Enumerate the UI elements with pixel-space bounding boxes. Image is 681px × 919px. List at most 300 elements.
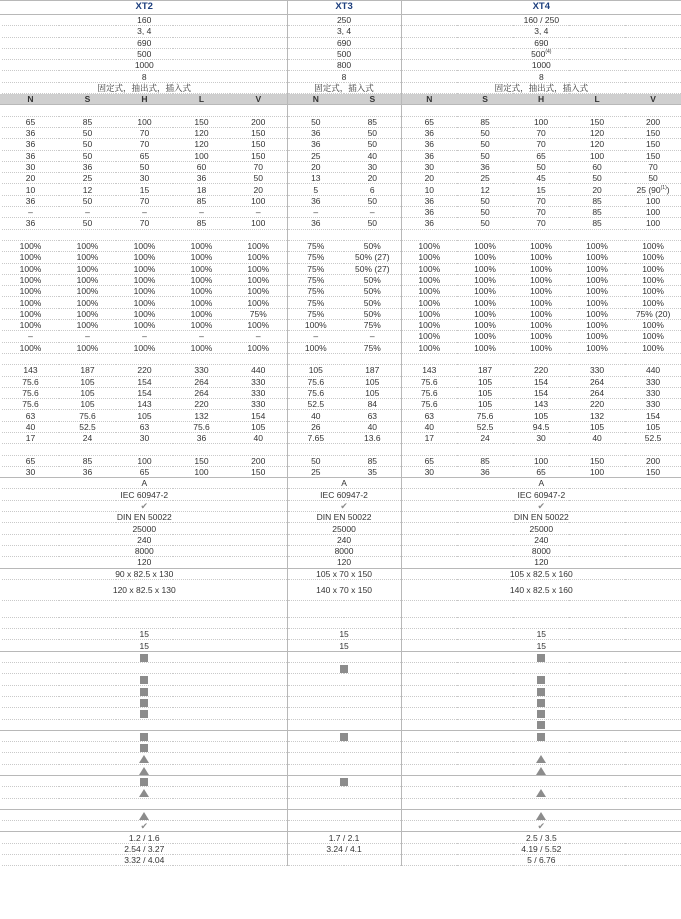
xt2-value: 15	[2, 629, 287, 640]
value-cell: 154	[116, 376, 173, 387]
code-header-6: S	[344, 94, 401, 105]
value-cell: 154	[513, 376, 569, 387]
info-row	[0, 557, 681, 568]
value-cell: 100%	[59, 297, 116, 308]
value-cell: 84	[344, 399, 401, 410]
xt2-value: 90 x 82.5 x 130	[2, 568, 287, 579]
count-row	[0, 629, 681, 640]
blank-cell	[401, 444, 681, 455]
column-title-row	[0, 0, 681, 15]
table-row	[0, 173, 681, 184]
value-cell: 70	[513, 218, 569, 229]
value-cell: 50	[513, 161, 569, 172]
xt4-value: 500$^{(4)}$	[401, 48, 681, 59]
value-cell: 100%	[625, 320, 681, 331]
value-cell: 105	[569, 421, 625, 432]
value-cell: 75%	[344, 320, 401, 331]
value-cell: 100%	[59, 342, 116, 353]
value-cell: 50	[116, 161, 173, 172]
xt3-info: 240	[287, 534, 401, 545]
xt4-marker-cell	[401, 764, 681, 775]
xt2-value: 690	[2, 37, 287, 48]
value-cell: 100%	[230, 274, 287, 285]
symbol-row	[0, 663, 681, 674]
value-cell: 100%	[625, 274, 681, 285]
blank-cell	[401, 617, 681, 628]
value-cell: 65	[116, 466, 173, 477]
value-cell: 100%	[59, 308, 116, 319]
xt2-marker-cell	[2, 719, 287, 730]
value-cell: 75%	[287, 240, 344, 251]
square-marker-icon	[537, 710, 545, 718]
xt4-value: 4.19 / 5.52	[401, 843, 681, 854]
value-cell: 143	[513, 399, 569, 410]
value-cell: 40	[344, 421, 401, 432]
xt4-marker-cell	[401, 742, 681, 753]
value-cell: 187	[457, 365, 513, 376]
xt4-info: A	[401, 478, 681, 489]
value-cell: –	[116, 331, 173, 342]
value-cell: 50	[59, 127, 116, 138]
table-row	[0, 207, 681, 218]
value-cell: 85	[173, 218, 230, 229]
value-cell: 70	[513, 127, 569, 138]
value-cell: 50	[59, 150, 116, 161]
value-cell: 85	[344, 116, 401, 127]
value-cell: 100%	[457, 240, 513, 251]
value-cell: 52.5	[625, 432, 681, 443]
value-cell: 100%	[116, 274, 173, 285]
xt4-info: DIN EN 50022	[401, 512, 681, 523]
value-cell: 150	[230, 150, 287, 161]
value-cell: 36	[401, 195, 457, 206]
value-cell: 50	[59, 195, 116, 206]
symbol-row	[0, 821, 681, 832]
value-cell: 30	[2, 466, 59, 477]
xt4-marker-cell	[401, 730, 681, 741]
top-rule	[0, 0, 681, 1]
value-cell: 45	[513, 173, 569, 184]
value-cell: 200	[230, 116, 287, 127]
xt3-info: 8000	[287, 545, 401, 556]
value-cell: 100	[625, 207, 681, 218]
value-cell: 52.5	[287, 399, 344, 410]
xt4-title: XT4	[401, 0, 681, 15]
symbol-row	[0, 708, 681, 719]
weight-row	[0, 843, 681, 854]
value-cell: 30	[344, 161, 401, 172]
value-cell: 65	[513, 466, 569, 477]
xt3-marker-cell	[287, 776, 401, 787]
value-cell: 100%	[173, 263, 230, 274]
blank-row	[0, 617, 681, 628]
value-cell: 150	[230, 466, 287, 477]
value-cell: 40	[230, 432, 287, 443]
table-row	[0, 263, 681, 274]
value-cell: 15	[513, 184, 569, 195]
xt4-marker-cell	[401, 821, 681, 832]
triangle-marker-icon	[536, 767, 546, 775]
blank-cell	[2, 444, 287, 455]
xt4-value: 15	[401, 629, 681, 640]
value-cell: 100%	[457, 286, 513, 297]
blank-cell	[401, 353, 681, 364]
square-marker-icon	[537, 688, 545, 696]
square-marker-icon	[140, 744, 148, 752]
value-cell: 52.5	[59, 421, 116, 432]
paren-close: )	[666, 184, 670, 195]
value-cell: 50%	[344, 297, 401, 308]
value-cell: 100%	[287, 342, 344, 353]
square-marker-icon	[537, 654, 545, 662]
xt3-marker-cell	[287, 764, 401, 775]
xt2-title: XT2	[2, 0, 287, 15]
value-cell: 100%	[173, 286, 230, 297]
xt3-value: 500	[287, 48, 401, 59]
value-cell: 36	[173, 432, 230, 443]
value-cell: 70	[230, 161, 287, 172]
xt3-value: 8	[287, 71, 401, 82]
value-cell: 154	[625, 410, 681, 421]
value-cell: 330	[569, 365, 625, 376]
xt2-marker-cell	[2, 809, 287, 820]
value-cell: 65	[513, 150, 569, 161]
square-marker-icon	[140, 676, 148, 684]
value-cell: 330	[230, 399, 287, 410]
value-cell: 143	[401, 365, 457, 376]
value-cell: 17	[401, 432, 457, 443]
value-cell: 36	[401, 150, 457, 161]
value-cell: –	[59, 331, 116, 342]
value-cell: 100%	[569, 252, 625, 263]
xt3-info: A	[287, 478, 401, 489]
xt2-marker-cell	[2, 708, 287, 719]
xt4-marker-cell	[401, 674, 681, 685]
value-cell: 330	[625, 376, 681, 387]
info-row	[0, 500, 681, 511]
value-cell: 75% (20)	[625, 308, 681, 319]
xt4-marker-cell	[401, 798, 681, 809]
value-cell: 330	[173, 365, 230, 376]
value-cell: 100	[625, 195, 681, 206]
xt3-marker-cell	[287, 685, 401, 696]
square-marker-icon	[340, 733, 348, 741]
value-cell: 100%	[569, 263, 625, 274]
xt4-info: 120	[401, 557, 681, 568]
xt3-marker-cell	[287, 753, 401, 764]
value-cell: 24	[59, 432, 116, 443]
value-cell: 220	[116, 365, 173, 376]
value-cell: 100%	[173, 320, 230, 331]
xt2-marker-cell	[2, 651, 287, 662]
value-cell: 105	[457, 387, 513, 398]
general-row	[0, 26, 681, 37]
square-marker-icon	[537, 721, 545, 729]
value-cell: 50	[287, 455, 344, 466]
value-cell: 75%	[287, 286, 344, 297]
general-row	[0, 82, 681, 93]
value-cell: 70	[513, 195, 569, 206]
value-cell: 264	[569, 376, 625, 387]
xt3-info: DIN EN 50022	[287, 512, 401, 523]
value-cell: 75.6	[287, 387, 344, 398]
table-row	[0, 432, 681, 443]
xt2-marker-cell	[2, 663, 287, 674]
blank-cell	[287, 353, 401, 364]
code-header-3: L	[173, 94, 230, 105]
value-cell: 100%	[59, 252, 116, 263]
value-cell: 100%	[401, 274, 457, 285]
square-marker-icon	[140, 778, 148, 786]
value-cell: 105	[513, 410, 569, 421]
value-cell: 105	[344, 376, 401, 387]
value-cell: 100%	[457, 297, 513, 308]
square-marker-icon	[537, 676, 545, 684]
value-cell: 100%	[230, 342, 287, 353]
value-cell: 75%	[287, 297, 344, 308]
value-cell: 75.6	[401, 376, 457, 387]
table-row	[0, 195, 681, 206]
blank-row	[0, 105, 681, 116]
value-cell: 85	[569, 195, 625, 206]
symbol-row	[0, 696, 681, 707]
value-cell: 50	[457, 207, 513, 218]
value-cell: 132	[173, 410, 230, 421]
value-cell: 100%	[401, 320, 457, 331]
count-row	[0, 640, 681, 651]
value-cell: 70	[625, 161, 681, 172]
value-cell: 85	[344, 455, 401, 466]
value-cell: 75.6	[287, 376, 344, 387]
value-cell: 264	[173, 387, 230, 398]
info-row	[0, 545, 681, 556]
table-row	[0, 455, 681, 466]
blank-cell	[2, 353, 287, 364]
value-cell: 36	[2, 139, 59, 150]
symbol-row	[0, 798, 681, 809]
value-cell: 100%	[116, 320, 173, 331]
value-cell: 100%	[59, 263, 116, 274]
xt4-info: 25000	[401, 523, 681, 534]
xt4-info: 240	[401, 534, 681, 545]
value-cell: 17	[2, 432, 59, 443]
value-cell: 85	[569, 218, 625, 229]
value-cell: 105	[457, 376, 513, 387]
xt4-value: 690	[401, 37, 681, 48]
value-cell: 105	[344, 387, 401, 398]
xt3-value: 15	[287, 640, 401, 651]
xt3-title: XT3	[287, 0, 401, 15]
xt4-value: 105 x 82.5 x 160	[401, 568, 681, 579]
value-cell: 20	[287, 161, 344, 172]
value-cell: 36	[2, 195, 59, 206]
value-cell: 50%	[344, 274, 401, 285]
value-cell: 36	[2, 127, 59, 138]
check-mark-icon: ✔	[140, 500, 149, 511]
value-cell: 52.5	[457, 421, 513, 432]
info-row	[0, 489, 681, 500]
square-marker-icon	[340, 665, 348, 673]
value-cell: 100%	[230, 297, 287, 308]
xt4-marker-cell	[401, 663, 681, 674]
value-cell: 50%	[344, 240, 401, 251]
value-cell: 100%	[569, 240, 625, 251]
value-cell: 12	[457, 184, 513, 195]
xt3-value: 105 x 70 x 150	[287, 568, 401, 579]
triangle-marker-icon	[139, 755, 149, 763]
xt2-value: 500	[2, 48, 287, 59]
value-cell: 100%	[513, 320, 569, 331]
value-cell: 60	[173, 161, 230, 172]
value-cell: 36	[401, 218, 457, 229]
square-marker-icon	[140, 688, 148, 696]
xt3-marker-cell	[287, 809, 401, 820]
value-cell: 100%	[513, 240, 569, 251]
table-row	[0, 387, 681, 398]
value-cell: –	[344, 207, 401, 218]
value-cell: –	[287, 207, 344, 218]
value-cell: 100	[173, 150, 230, 161]
value-cell: 50	[344, 195, 401, 206]
xt3-value: 250	[287, 15, 401, 26]
value-cell: 100%	[401, 240, 457, 251]
xt2-marker-cell	[2, 764, 287, 775]
value-cell: –	[230, 207, 287, 218]
xt3-marker-cell	[287, 798, 401, 809]
value-cell: 105	[230, 421, 287, 432]
value-cell: 70	[116, 127, 173, 138]
value-cell: 100%	[116, 342, 173, 353]
xt3-value: 3, 4	[287, 26, 401, 37]
xt3-marker-cell	[287, 674, 401, 685]
value-cell: 50	[457, 218, 513, 229]
general-row	[0, 48, 681, 59]
value-cell: 50	[569, 173, 625, 184]
value-cell: 85	[59, 455, 116, 466]
value-cell: 60	[569, 161, 625, 172]
xt2-value: 1000	[2, 60, 287, 71]
value-cell: 13	[287, 173, 344, 184]
xt2-marker-cell	[2, 742, 287, 753]
value-cell: 100%	[457, 308, 513, 319]
value-cell: 100	[513, 116, 569, 127]
triangle-marker-icon	[139, 789, 149, 797]
value-cell: 100	[116, 116, 173, 127]
value-cell: 330	[625, 399, 681, 410]
table-row	[0, 297, 681, 308]
value-cell: 120	[569, 127, 625, 138]
blank-cell	[401, 600, 681, 617]
value-cell: 100%	[173, 308, 230, 319]
value-cell: 25	[287, 150, 344, 161]
square-marker-icon	[140, 699, 148, 707]
triangle-marker-icon	[536, 755, 546, 763]
value-cell: 105	[59, 376, 116, 387]
symbol-row	[0, 730, 681, 741]
blank-cell	[287, 617, 401, 628]
value-cell: 10	[401, 184, 457, 195]
xt4-value: 140 x 82.5 x 160	[401, 579, 681, 600]
xt2-value: 3, 4	[2, 26, 287, 37]
xt2-value: 3.32 / 4.04	[2, 855, 287, 866]
value-cell: 50	[59, 139, 116, 150]
value-cell: 100%	[116, 263, 173, 274]
general-row	[0, 60, 681, 71]
value-cell: 100%	[457, 263, 513, 274]
xt2-marker-cell	[2, 798, 287, 809]
table-row	[0, 331, 681, 342]
info-row	[0, 512, 681, 523]
value-cell: –	[2, 331, 59, 342]
value-cell: 75.6	[457, 410, 513, 421]
value-cell: 20	[230, 184, 287, 195]
value-cell: 105	[59, 399, 116, 410]
value-cell: 100%	[59, 274, 116, 285]
value-cell: 63	[2, 410, 59, 421]
xt2-info: IEC 60947-2	[2, 489, 287, 500]
value-cell: 6	[344, 184, 401, 195]
xt2-check-cell	[2, 500, 287, 511]
value-cell: 220	[173, 399, 230, 410]
value-cell: 100%	[625, 331, 681, 342]
value-cell: 50	[287, 116, 344, 127]
table-row	[0, 365, 681, 376]
value-cell: –	[173, 331, 230, 342]
value-cell: 50	[457, 139, 513, 150]
xt3-value: 15	[287, 629, 401, 640]
xt3-marker-cell	[287, 708, 401, 719]
value-cell: 100%	[401, 308, 457, 319]
value-cell: 100%	[116, 308, 173, 319]
value-cell: 75.6	[2, 387, 59, 398]
xt3-marker-cell	[287, 651, 401, 662]
code-header-5: N	[287, 94, 344, 105]
blank-cell	[401, 229, 681, 240]
value-cell: 100%	[569, 274, 625, 285]
value-cell: 100%	[569, 297, 625, 308]
value-cell: 40	[2, 421, 59, 432]
value-cell: 100%	[2, 286, 59, 297]
xt4-value: 3, 4	[401, 26, 681, 37]
value-cell: 65	[2, 455, 59, 466]
symbol-row	[0, 809, 681, 820]
dimension-row	[0, 579, 681, 600]
value-cell: 100%	[457, 331, 513, 342]
value-cell: 100%	[457, 320, 513, 331]
blank-row	[0, 229, 681, 240]
weight-row	[0, 832, 681, 843]
xt2-value: 120 x 82.5 x 130	[2, 579, 287, 600]
value-cell: 50%	[344, 308, 401, 319]
xt2-marker-cell	[2, 685, 287, 696]
value-cell: 36	[401, 127, 457, 138]
value-cell: 100%	[116, 297, 173, 308]
value-cell: 100%	[513, 252, 569, 263]
value-cell: 50% (27)	[344, 252, 401, 263]
value-cell: 150	[625, 150, 681, 161]
value-cell: 100%	[457, 252, 513, 263]
value-cell: 100%	[230, 240, 287, 251]
value-cell: 40	[401, 421, 457, 432]
general-row	[0, 15, 681, 26]
value-cell: 50	[344, 139, 401, 150]
value-cell: –	[116, 207, 173, 218]
value-cell: 200	[230, 455, 287, 466]
value-cell: 330	[230, 376, 287, 387]
square-marker-icon	[140, 710, 148, 718]
value-cell: 330	[625, 387, 681, 398]
xt2-info: 25000	[2, 523, 287, 534]
